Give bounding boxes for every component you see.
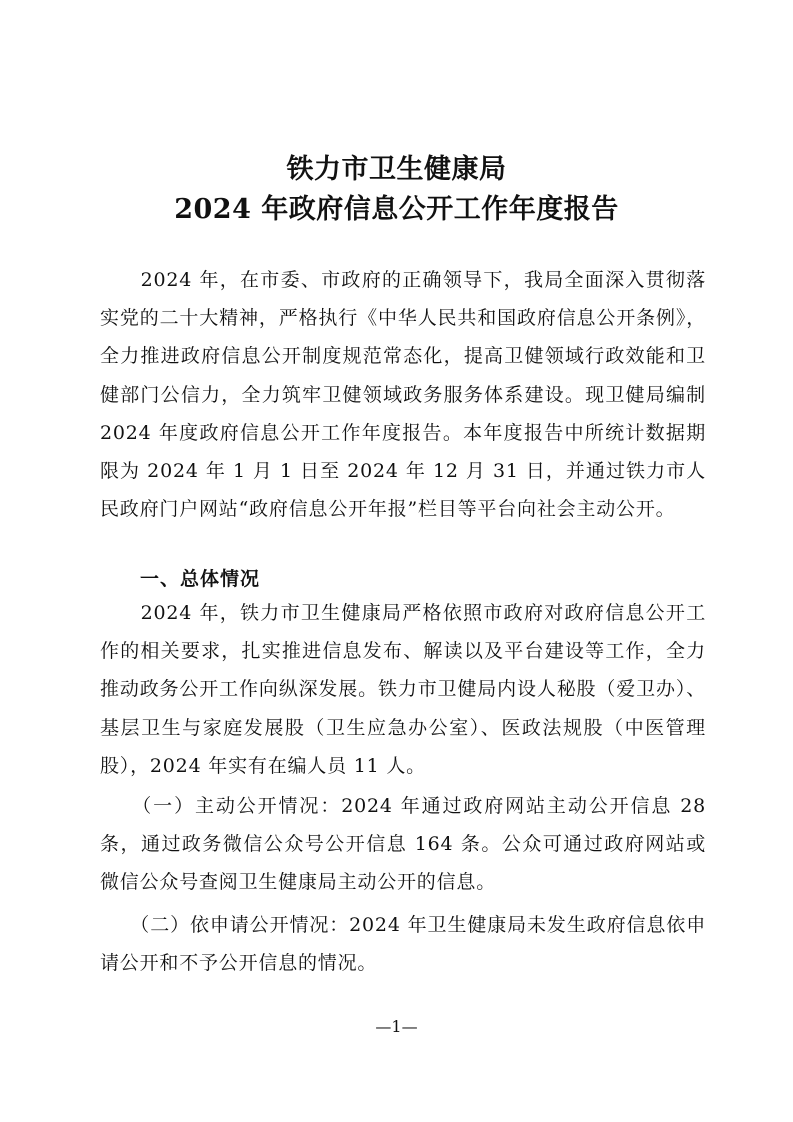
page-number: —1— bbox=[375, 1017, 418, 1036]
active-disclosure-paragraph: （一）主动公开情况：2024 年通过政府网站主动公开信息 28 条，通过政务微信公众号公开信息 164 条。公众可通过政府网站或微信公众号查阅卫生健康局主动公开的信息。 bbox=[100, 795, 706, 894]
section-heading-overview: 一、总体情况 bbox=[140, 568, 261, 590]
document-title-line2: 2024 年政府信息公开工作年度报告 bbox=[174, 194, 619, 225]
application-disclosure-paragraph: （二）依申请公开情况：2024 年卫生健康局未发生政府信息依申请公开和不予公开信息的情况。 bbox=[100, 914, 706, 975]
overview-paragraph: 2024 年，铁力市卫生健康局严格依照市政府对政府信息公开工作的相关要求，扎实推进信息发布、解读以及平台建设等工作，全力推动政务公开工作向纵深发展。铁力市卫健局内设人秘股（爱卫办）、基层卫生与家庭发展股（卫生应急办公室）、医政法规股（中医管理股），2024 年实有在编人员 11 人。 bbox=[100, 602, 706, 777]
intro-paragraph: 2024 年，在市委、市政府的正确领导下，我局全面深入贯彻落实党的二十大精神，严格执行《中华人民共和国政府信息公开条例》，全力推进政府信息公开制度规范常态化，提高卫健领域行政效能和卫健部门公信力，全力筑牢卫健领域政务服务体系建设。现卫健局编制 2024 年度政府信息公开工作年度报告。本年度报告中所统计数据期限为 2024 年 1 月 1 日至 2024 年 12 月 31 日，并通过铁力市人民政府门户网站“政府信息公开年报”栏目等平台向社会主动公开。 bbox=[100, 269, 706, 521]
document-title-line1: 铁力市卫生健康局 bbox=[286, 154, 507, 185]
